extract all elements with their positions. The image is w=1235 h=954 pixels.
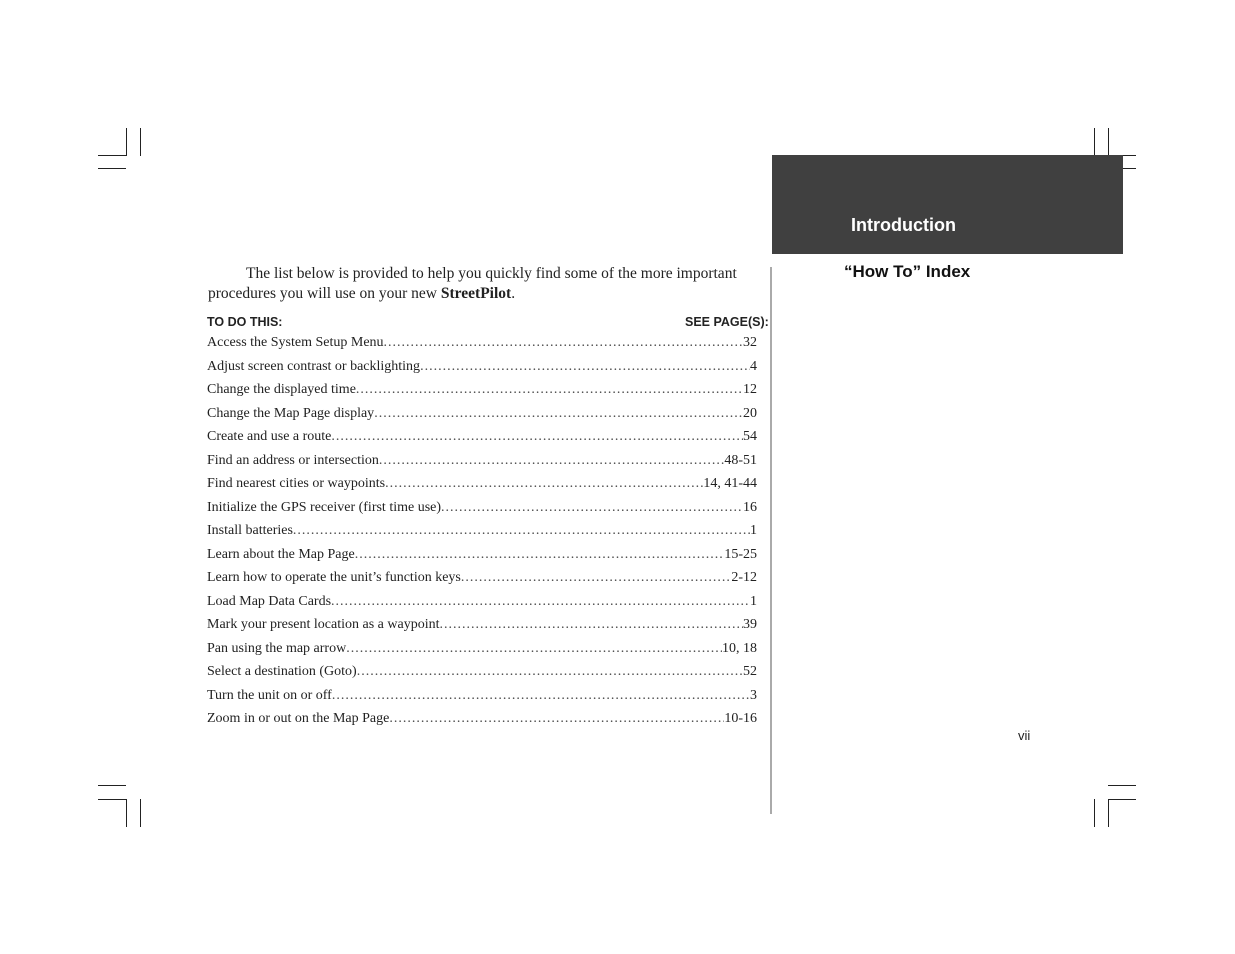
- dot-leader: [461, 570, 731, 586]
- task-label: Pan using the map arrow: [207, 640, 347, 656]
- index-row: [207, 382, 757, 398]
- crop-mark: [1108, 799, 1136, 800]
- page-ref: 16: [743, 499, 757, 515]
- dot-leader: [385, 476, 703, 492]
- index-row: [207, 429, 757, 445]
- page-ref: 1: [750, 593, 757, 609]
- column-header-pages: SEE PAGE(S):: [685, 315, 769, 329]
- page-ref: 54: [743, 429, 757, 444]
- page-ref: 4: [750, 358, 757, 374]
- index-row: [207, 617, 757, 633]
- column-header-task: TO DO THIS:: [207, 315, 283, 329]
- dot-leader: [384, 335, 743, 351]
- crop-mark: [140, 799, 141, 827]
- dot-leader: [389, 711, 724, 727]
- dot-leader: [357, 664, 743, 680]
- task-label: Learn about the Map Page: [207, 546, 355, 562]
- index-row: [207, 641, 757, 657]
- task-label: Learn how to operate the unit’s function keys: [207, 570, 461, 585]
- crop-mark: [1108, 799, 1109, 827]
- page-ref: 15-25: [724, 546, 757, 562]
- dot-leader: [356, 382, 743, 398]
- page-ref: 2-12: [731, 570, 757, 585]
- page-ref: 10-16: [724, 711, 757, 726]
- index-row: [207, 500, 757, 516]
- index-row: [207, 476, 757, 492]
- crop-mark: [126, 128, 127, 156]
- task-label: Change the displayed time: [207, 382, 356, 397]
- page-ref: 12: [743, 382, 757, 397]
- crop-mark: [1094, 128, 1095, 156]
- dot-leader: [355, 547, 725, 563]
- index-row: [207, 453, 757, 469]
- crop-mark: [140, 128, 141, 156]
- crop-mark: [1108, 128, 1109, 156]
- dot-leader: [379, 453, 724, 469]
- index-row: [207, 359, 757, 375]
- task-label: Select a destination (Goto): [207, 664, 357, 679]
- task-label: Find nearest cities or waypoints: [207, 476, 386, 491]
- crop-mark: [1108, 785, 1136, 786]
- product-name: StreetPilot: [440, 285, 512, 302]
- page-ref: 3: [750, 687, 757, 703]
- page-ref: 32: [743, 335, 757, 350]
- index-row: [207, 547, 757, 563]
- page-ref: 52: [743, 664, 757, 679]
- index-row: [207, 664, 757, 680]
- section-header: [772, 155, 1123, 254]
- task-label: Adjust screen contrast or backlighting: [207, 358, 421, 374]
- page-number: vii: [1018, 728, 1031, 743]
- task-label: Zoom in or out on the Map Page: [207, 711, 390, 726]
- crop-mark: [126, 799, 127, 827]
- crop-mark: [98, 168, 126, 169]
- task-label: Access the System Setup Menu: [207, 335, 384, 350]
- page-ref: 20: [743, 405, 757, 421]
- dot-leader: [346, 641, 722, 657]
- task-label: Change the Map Page display: [207, 405, 375, 421]
- task-label: Turn the unit on or off: [207, 687, 332, 703]
- intro-paragraph: [208, 264, 748, 304]
- page-ref: 1: [750, 523, 757, 538]
- crop-mark: [98, 155, 126, 156]
- column-divider: [770, 267, 772, 814]
- crop-mark: [98, 799, 126, 800]
- dot-leader: [293, 523, 750, 539]
- dot-leader: [440, 617, 744, 633]
- task-label: Initialize the GPS receiver (first time use): [207, 499, 442, 515]
- intro-end: .: [511, 285, 516, 302]
- task-label: Mark your present location as a waypoint: [207, 617, 440, 632]
- task-label: Load Map Data Cards: [207, 593, 332, 609]
- crop-mark: [98, 785, 126, 786]
- page-subtitle: “How To” Index: [844, 262, 971, 281]
- dot-leader: [332, 688, 750, 704]
- dot-leader: [374, 406, 743, 422]
- task-label: Install batteries: [207, 523, 293, 538]
- index-row: [207, 594, 757, 610]
- dot-leader: [331, 429, 743, 445]
- index-row: [207, 688, 757, 704]
- page-ref: 39: [743, 617, 757, 632]
- dot-leader: [441, 500, 743, 516]
- dot-leader: [420, 359, 750, 375]
- task-label: Find an address or intersection: [207, 452, 379, 468]
- page-ref: 14, 41-44: [703, 476, 757, 491]
- index-row: [207, 570, 757, 586]
- index-row: [207, 335, 757, 351]
- page-ref: 48-51: [724, 452, 757, 468]
- intro-text: The list below is provided to help you quickly find some of the more important procedures you will use on your new: [208, 265, 737, 302]
- section-title: Introduction: [851, 215, 956, 235]
- dot-leader: [331, 594, 750, 610]
- index-row: [207, 711, 757, 727]
- index-row: [207, 406, 757, 422]
- crop-mark: [1094, 799, 1095, 827]
- page-ref: 10, 18: [722, 640, 757, 656]
- task-label: Create and use a route: [207, 429, 332, 444]
- index-row: [207, 523, 757, 539]
